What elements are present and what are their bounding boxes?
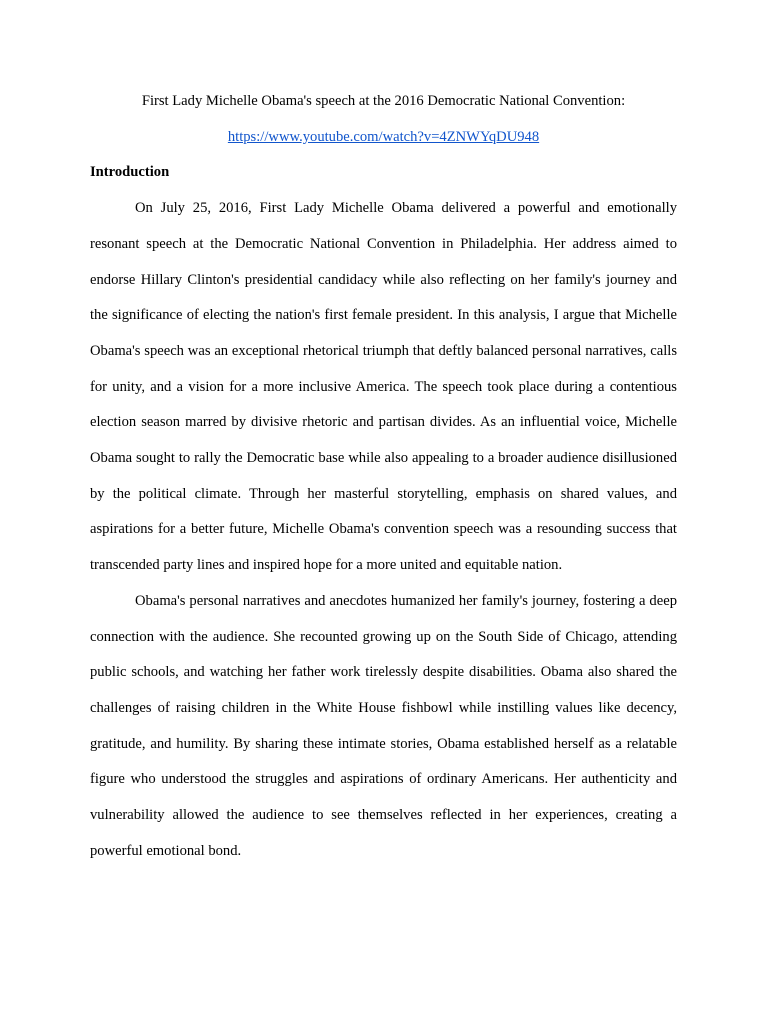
paragraph: Obama's personal narratives and anecdotes humanized her family's journey, fostering a deep connection with the audience. She recounted growing up on the South Side of Chicago, attending public schools, and watching her father work tirelessly despite disabilities. Obama also shared the challenges of raising children in the White House fishbowl while instilling values like decency, gratitude, and humility. By sharing these intimate stories, Obama established herself as a relatable figure who understood the struggles and aspirations of ordinary Americans. Her authenticity and vulnerability allowed the audience to see themselves reflected in her experiences, creating a powerful emotional bond.: [90, 592, 677, 859]
paragraph: On July 25, 2016, First Lady Michelle Obama delivered a powerful and emotionally resonant speech at the Democratic National Convention in Philadelphia. Her address aimed to endorse Hillary Clinton's presidential candidacy while also reflecting on her family's journey and the significance of electing the nation's first female president. In this analysis, I argue that Michelle Obama's speech was an exceptional rhetorical triumph that deftly balanced personal narratives, calls for unity, and a vision for a more inclusive America. The speech took place during a contentious election season marred by divisive rhetoric and partisan divides. As an influential voice, Michelle Obama sought to rally the Democratic base while also appealing to a broader audience disillusioned by the political climate. Through her masterful storytelling, emphasis on shared values, and aspirations for a better future, Michelle Obama's convention speech was a resounding success that transcended party lines and inspired hope for a more united and equitable nation.: [90, 200, 677, 574]
document-body: [90, 84, 677, 869]
youtube-link[interactable]: https://www.youtube.com/watch?v=4ZNWYqDU948: [227, 128, 540, 145]
document-title: First Lady Michelle Obama's speech at the 2016 Democratic National Convention:: [141, 93, 626, 109]
section-heading-introduction: Introduction: [90, 164, 170, 181]
